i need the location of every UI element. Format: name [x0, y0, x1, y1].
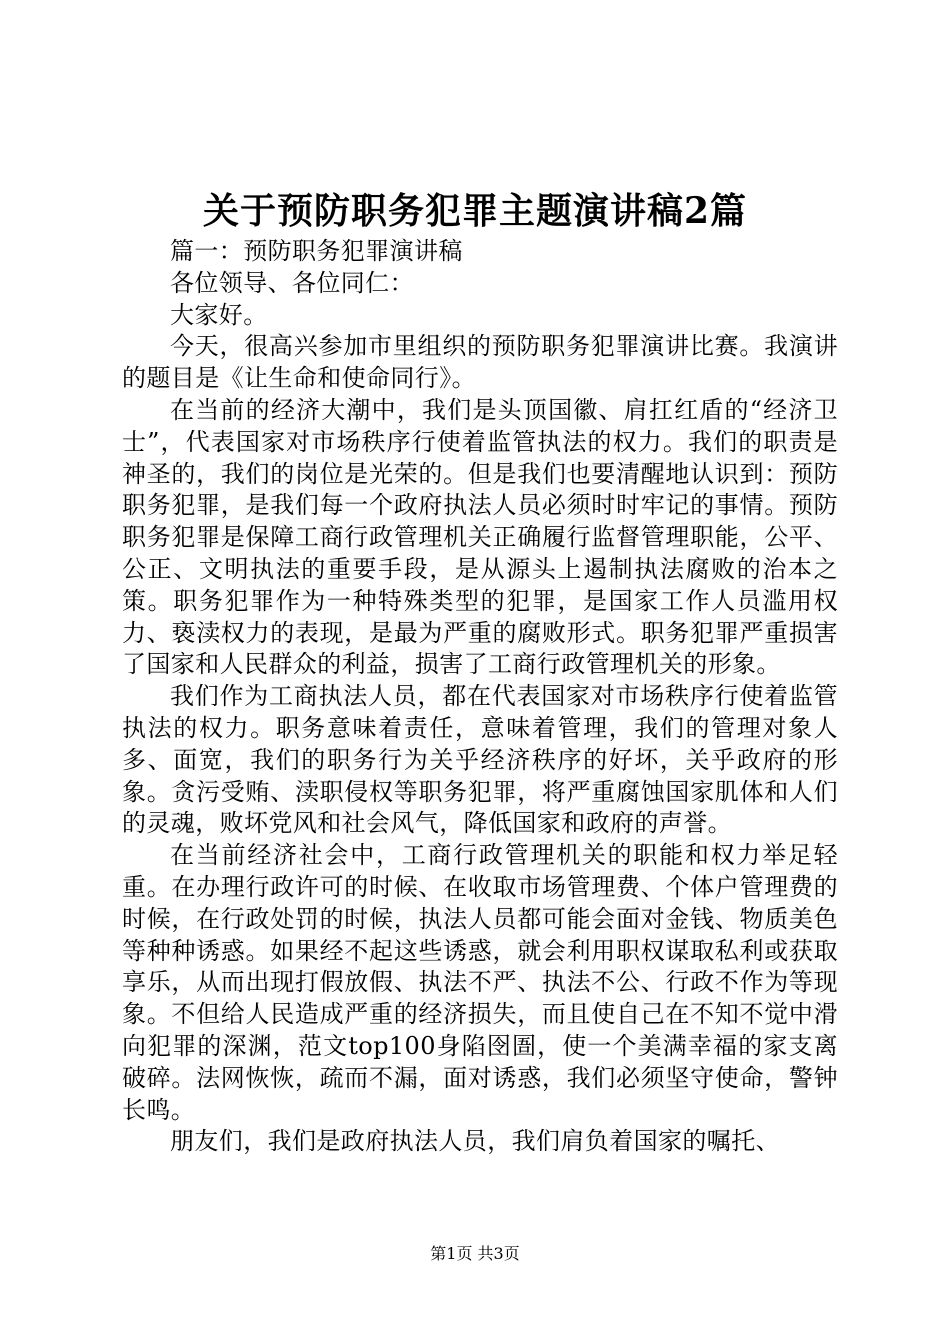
paragraph-greeting: 大家好。: [170, 300, 268, 329]
document-body: [122, 236, 838, 1158]
paragraph-salutation: 各位领导、各位同仁：: [170, 268, 414, 297]
paragraph: 我们作为工商执法人员，都在代表国家对市场秩序行使着监管执法的权力。职务意味着责任，意味着管理，我们的管理对象人多、面宽，我们的职务行为关乎经济秩序的好坏，关乎政府的形象。贪污受贿、渎职侵权等职务犯罪，将严重腐蚀国家肌体和人们的灵魂，败坏党风和社会风气，降低国家和政府的声誉。: [122, 682, 838, 838]
document-title: 关于预防职务犯罪主题演讲稿2篇: [202, 190, 748, 232]
paragraph: 在当前的经济大潮中，我们是头顶国徽、肩扛红盾的“经济卫士”，代表国家对市场秩序行使着监管执法的权力。我们的职责是神圣的，我们的岗位是光荣的。但是我们也要清醒地认识到：预防职务犯罪，是我们每一个政府执法人员必须时时牢记的事情。预防职务犯罪是保障工商行政管理机关正确履行监督管理职能，公平、公正、文明执法的重要手段，是从源头上遏制执法腐败的治本之策。职务犯罪作为一种特殊类型的犯罪，是国家工作人员滥用权力、亵渎权力的表现，是最为严重的腐败形式。职务犯罪严重损害了国家和人民群众的利益，损害了工商行政管理机关的形象。: [122, 395, 838, 679]
paragraph-section-heading: 篇一：预防职务犯罪演讲稿: [170, 237, 463, 265]
paragraph: 在当前经济社会中，工商行政管理机关的职能和权力举足轻重。在办理行政许可的时候、在收取市场管理费、个体户管理费的时候，在行政处罚的时候，执法人员都可能会面对金钱、物质美色等种种诱惑。如果经不起这些诱惑，就会利用职权谋取私利或获取享乐，从而出现打假放假、执法不严、执法不公、行政不作为等现象。不但给人民造成严重的经济损失，而且使自己在不知不觉中滑向犯罪的深渊，范文top100身陷囹圄，使一个美满幸福的家支离破碎。法网恢恢，疏而不漏，面对诱惑，我们必须坚守使命，警钟长鸣。: [122, 841, 838, 1124]
page-number-footer: 第1页 共3页: [430, 1244, 520, 1263]
paragraph: 朋友们，我们是政府执法人员，我们肩负着国家的嘱托、: [170, 1127, 780, 1156]
paragraph: 今天，很高兴参加市里组织的预防职务犯罪演讲比赛。我演讲的题目是《让生命和使命同行》。: [122, 332, 838, 393]
